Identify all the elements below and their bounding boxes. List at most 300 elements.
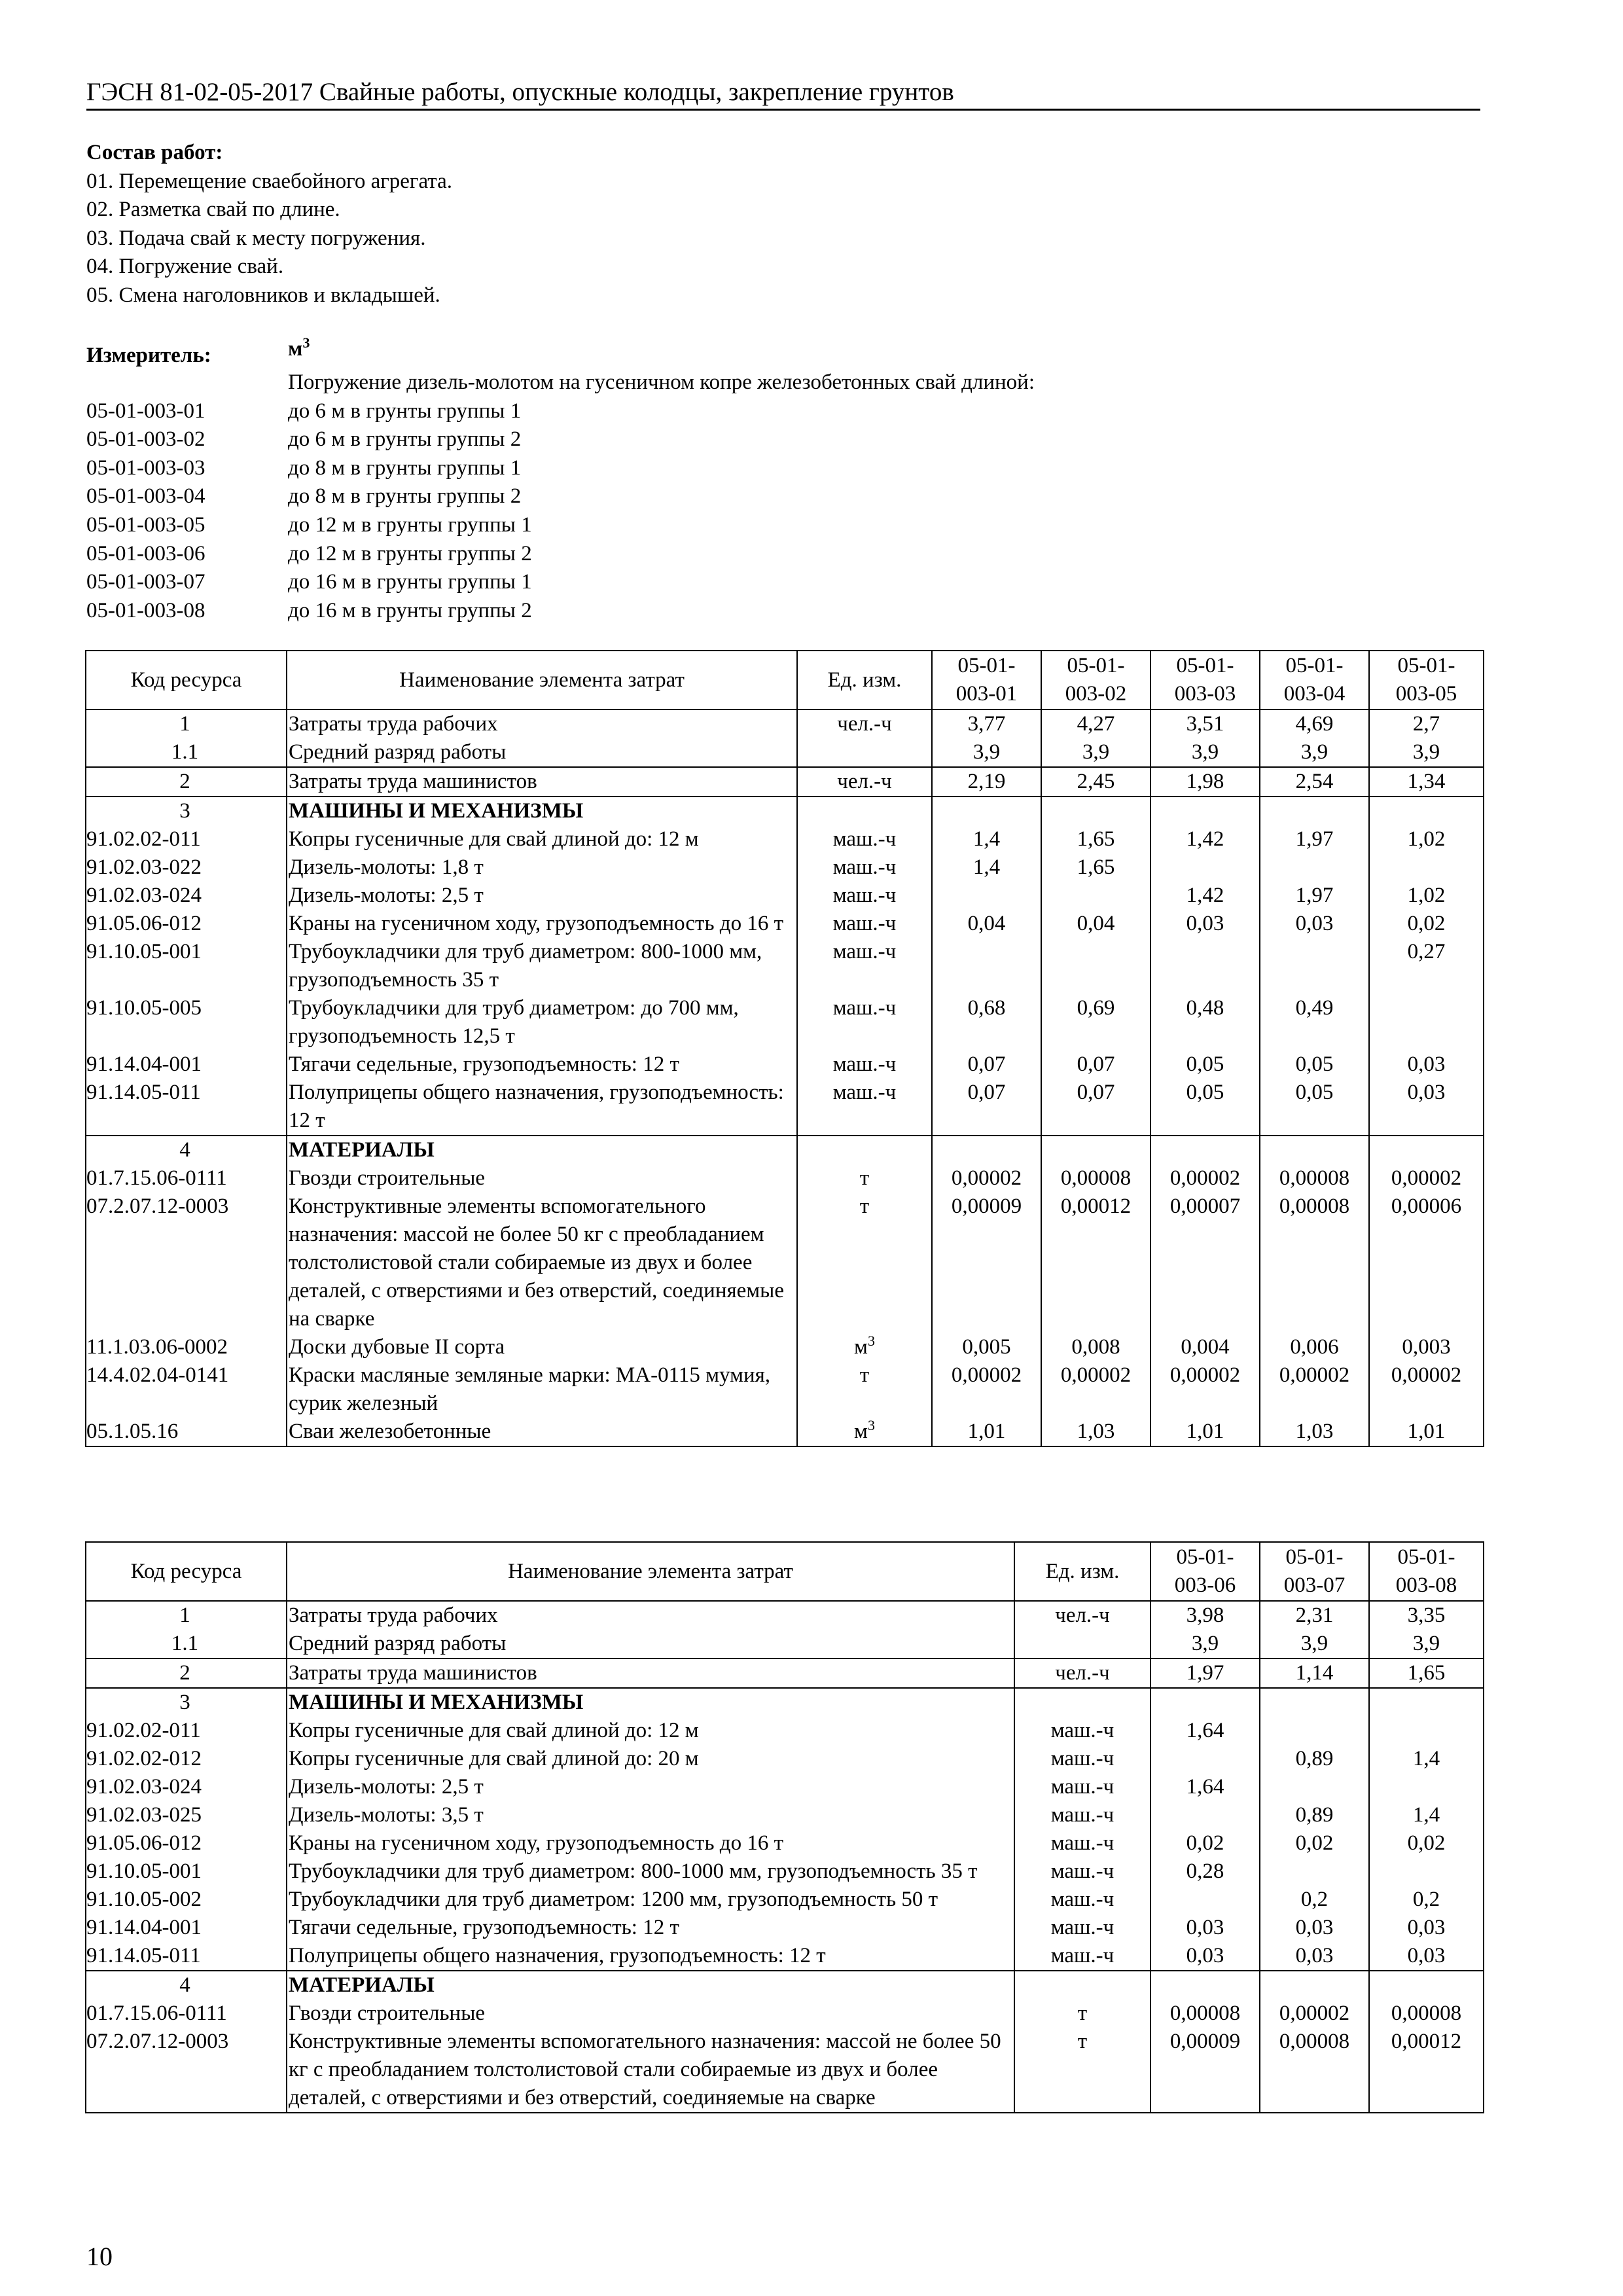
norm-description: до 12 м в грунты группы 2 [288, 541, 532, 565]
resource-code: 91.02.02-011 [86, 825, 287, 853]
norm-value: 1,97 [1150, 1659, 1260, 1688]
resource-code: 4 [86, 1971, 287, 2000]
resource-name: Трубоукладчики для труб диаметром: 1200 мм, грузоподъемность 50 т [287, 1886, 1014, 1914]
running-title: ГЭСН 81-02-05-2017 Свайные работы, опускные колодцы, закрепление грунтов [86, 77, 1480, 111]
norm-value: 0,008 [1041, 1333, 1150, 1361]
table-header-row [86, 1542, 1484, 1601]
norm-value: 1,02 [1369, 825, 1484, 853]
norm-value [1260, 1136, 1369, 1164]
norm-value: 0,00002 [1369, 1361, 1484, 1418]
resource-unit: маш.-ч [797, 1050, 932, 1079]
table-row [86, 1193, 1484, 1333]
resource-unit: маш.-ч [797, 938, 932, 994]
table-row [86, 1136, 1484, 1164]
norm-value: 0,03 [1150, 1914, 1260, 1942]
norm-value: 1,4 [1369, 1745, 1484, 1773]
table-row [86, 1942, 1484, 1971]
norm-value: 0,05 [1150, 1050, 1260, 1079]
table-row [86, 1079, 1484, 1136]
resource-unit: маш.-ч [1014, 1801, 1150, 1829]
norm-value [1369, 994, 1484, 1050]
resource-code: 05.1.05.16 [86, 1418, 287, 1446]
resource-name: МАТЕРИАЛЫ [287, 1971, 1014, 2000]
norm-descriptions [288, 368, 1035, 625]
norm-value: 0,07 [1041, 1050, 1150, 1079]
header-code: Код ресурса [86, 1542, 287, 1601]
norm-value [1260, 938, 1369, 994]
table-row [86, 1914, 1484, 1942]
norm-value: 0,05 [1260, 1079, 1369, 1136]
resource-unit: маш.-ч [797, 994, 932, 1050]
norm-value: 0,00012 [1041, 1193, 1150, 1333]
resource-name: Конструктивные элементы вспомогательного назначения: массой не более 50 кг с преобладанием толстолистовой стали собираемые из двух и более деталей, с отверстиями и без отверстий, соединяемые на сварке [287, 2028, 1014, 2113]
norm-value: 0,03 [1260, 910, 1369, 938]
norm-code: 05-01-003-03 [86, 456, 205, 480]
norm-value: 1,42 [1150, 882, 1260, 910]
table-row [86, 2000, 1484, 2028]
resource-unit: $м^3$ [797, 1333, 932, 1361]
composition-item: 01. Перемещение сваебойного агрегата. [86, 169, 452, 193]
resource-name: Гвозди строительные [287, 2000, 1014, 2028]
resource-unit: чел.-ч [1014, 1601, 1150, 1630]
resource-name: Средний разряд работы [287, 738, 797, 767]
norm-value: 3,9 [1041, 738, 1150, 767]
resource-code: 3 [86, 797, 287, 825]
norm-value [1041, 797, 1150, 825]
norm-value: 2,7 [1369, 709, 1484, 738]
resource-name: Трубоукладчики для труб диаметром: 800-1000 мм, грузоподъемность 35 т [287, 1857, 1014, 1886]
norm-value: 0,03 [1150, 1942, 1260, 1971]
norm-value: 3,51 [1150, 709, 1260, 738]
norm-value [1150, 1136, 1260, 1164]
norm-value [1041, 1136, 1150, 1164]
resource-unit [1014, 1630, 1150, 1659]
norm-value: 4,69 [1260, 709, 1369, 738]
norm-value [1041, 938, 1150, 994]
resource-name: Доски дубовые II сорта [287, 1333, 797, 1361]
resource-code: 2 [86, 767, 287, 797]
resource-code: 91.02.03-024 [86, 882, 287, 910]
norm-value: 0,00002 [1041, 1361, 1150, 1418]
resource-unit: маш.-ч [797, 853, 932, 882]
table-row [86, 1688, 1484, 1717]
norm-code: 05-01-003-07 [86, 570, 205, 594]
resource-unit: маш.-ч [1014, 1942, 1150, 1971]
norm-value [1369, 853, 1484, 882]
norm-value: 0,03 [1369, 1079, 1484, 1136]
norm-code: 05-01-003-06 [86, 541, 205, 565]
resource-name: Трубоукладчики для труб диаметром: до 700 мм, грузоподъемность 12,5 т [287, 994, 797, 1050]
resource-code: 91.10.05-002 [86, 1886, 287, 1914]
resource-name: Полуприцепы общего назначения, грузоподъемность: 12 т [287, 1079, 797, 1136]
resource-name: Краны на гусеничном ходу, грузоподъемность до 16 т [287, 1829, 1014, 1857]
resource-code: 1.1 [86, 1630, 287, 1659]
composition-heading: Состав работ: [86, 141, 223, 164]
header-unit: Ед. изм. [797, 651, 932, 709]
norm-value [1041, 882, 1150, 910]
norm-value: 2,54 [1260, 767, 1369, 797]
norm-value: 0,00002 [1150, 1361, 1260, 1418]
norm-value: 0,02 [1150, 1829, 1260, 1857]
norm-value: 0,00012 [1369, 2028, 1484, 2113]
norm-code: 05-01-003-04 [86, 484, 205, 509]
resource-name: Копры гусеничные для свай длиной до: 20 м [287, 1745, 1014, 1773]
resource-code: 91.10.05-001 [86, 938, 287, 994]
resource-code: 1 [86, 709, 287, 738]
resource-unit [797, 797, 932, 825]
composition-item: 04. Погружение свай. [86, 255, 284, 279]
header-norm-col: 05-01- 003-01 [932, 651, 1041, 709]
header-name: Наименование элемента затрат [287, 1542, 1014, 1601]
resource-code: 07.2.07.12-0003 [86, 1193, 287, 1333]
resource-code: 01.7.15.06-0111 [86, 1164, 287, 1193]
resource-code: 91.02.03-024 [86, 1773, 287, 1801]
resource-name: Тягачи седельные, грузоподъемность: 12 т [287, 1050, 797, 1079]
norm-value: 0,02 [1369, 1829, 1484, 1857]
table-row [86, 1659, 1484, 1688]
norm-value [1260, 1773, 1369, 1801]
norm-value [1369, 1971, 1484, 2000]
resource-name: Затраты труда рабочих [287, 1601, 1014, 1630]
norm-value: 2,19 [932, 767, 1041, 797]
resource-code: 3 [86, 1688, 287, 1717]
norm-value: 0,05 [1260, 1050, 1369, 1079]
norm-value: 1,65 [1041, 853, 1150, 882]
norm-value [1150, 797, 1260, 825]
resource-unit [1014, 1971, 1150, 2000]
norm-codes [86, 368, 205, 625]
measurer-label: Измеритель: [86, 344, 211, 367]
resource-name: Тягачи седельные, грузоподъемность: 12 т [287, 1914, 1014, 1942]
norm-value: 0,003 [1369, 1333, 1484, 1361]
norm-value [932, 797, 1041, 825]
header-code: Код ресурса [86, 651, 287, 709]
norm-value: 0,05 [1150, 1079, 1260, 1136]
norm-value: 1,65 [1369, 1659, 1484, 1688]
norm-value: 3,9 [1260, 738, 1369, 767]
norm-value: 0,00002 [1369, 1164, 1484, 1193]
table-row [86, 1971, 1484, 2000]
resource-name: Конструктивные элементы вспомогательного назначения: массой не более 50 кг с преобладанием толстолистовой стали собираемые из двух и более деталей, с отверстиями и без отверстий, соединяемые на сварке [287, 1193, 797, 1333]
resource-name: МАТЕРИАЛЫ [287, 1136, 797, 1164]
table-row [86, 1745, 1484, 1773]
resource-unit: т [797, 1164, 932, 1193]
resource-unit: маш.-ч [1014, 1829, 1150, 1857]
resource-name: Полуприцепы общего назначения, грузоподъемность: 12 т [287, 1942, 1014, 1971]
resource-code: 91.05.06-012 [86, 1829, 287, 1857]
norm-value: 1,64 [1150, 1717, 1260, 1745]
norm-description: до 12 м в грунты группы 1 [288, 512, 532, 537]
norm-value: 1,01 [932, 1418, 1041, 1446]
norm-value: 0,49 [1260, 994, 1369, 1050]
norm-value [1150, 1688, 1260, 1717]
resource-unit: маш.-ч [1014, 1914, 1150, 1942]
norm-value [1260, 1971, 1369, 2000]
norm-value [932, 938, 1041, 994]
table-row [86, 1164, 1484, 1193]
resource-code: 91.10.05-001 [86, 1857, 287, 1886]
resource-code: 91.02.02-012 [86, 1745, 287, 1773]
norm-value: 0,2 [1369, 1886, 1484, 1914]
header-norm-col: 05-01- 003-08 [1369, 1542, 1484, 1601]
norm-value: 1,98 [1150, 767, 1260, 797]
resource-name: Трубоукладчики для труб диаметром: 800-1000 мм, грузоподъемность 35 т [287, 938, 797, 994]
resource-code: 14.4.02.04-0141 [86, 1361, 287, 1418]
table-row [86, 910, 1484, 938]
resource-unit: $м^3$ [797, 1418, 932, 1446]
norm-value: 0,03 [1369, 1914, 1484, 1942]
resource-unit: т [797, 1361, 932, 1418]
table-row [86, 1886, 1484, 1914]
norm-value [1150, 1886, 1260, 1914]
norm-intro: Погружение дизель-молотом на гусеничном копре железобетонных свай длиной: [288, 370, 1035, 394]
header-norm-col: 05-01- 003-04 [1260, 651, 1369, 709]
resource-unit: маш.-ч [1014, 1745, 1150, 1773]
table-row [86, 1333, 1484, 1361]
resource-unit: маш.-ч [1014, 1857, 1150, 1886]
composition-item: 03. Подача свай к месту погружения. [86, 226, 426, 250]
page-number: 10 [86, 2242, 113, 2271]
norm-value: 0,02 [1260, 1829, 1369, 1857]
norm-value: 1,01 [1150, 1418, 1260, 1446]
norm-value: 0,00007 [1150, 1193, 1260, 1333]
norm-value: 0,03 [1150, 910, 1260, 938]
table-row [86, 738, 1484, 767]
norm-code: 05-01-003-01 [86, 399, 205, 423]
resource-name: Затраты труда машинистов [287, 767, 797, 797]
norm-value [1369, 1717, 1484, 1745]
resource-code: 91.02.03-025 [86, 1801, 287, 1829]
table-header-row [86, 651, 1484, 709]
table-row [86, 1717, 1484, 1745]
table-row [86, 1630, 1484, 1659]
norm-value: 2,45 [1041, 767, 1150, 797]
resource-code: 91.14.04-001 [86, 1914, 287, 1942]
norm-value: 0,00002 [1150, 1164, 1260, 1193]
norm-value: 0,69 [1041, 994, 1150, 1050]
norm-value: 1,03 [1260, 1418, 1369, 1446]
norm-description: до 8 м в грунты группы 2 [288, 484, 522, 509]
norm-description: до 6 м в грунты группы 2 [288, 427, 522, 452]
table-row [86, 767, 1484, 797]
norm-value [932, 1136, 1041, 1164]
norm-value: 1,64 [1150, 1773, 1260, 1801]
norm-value: 0,03 [1369, 1050, 1484, 1079]
resource-unit: маш.-ч [797, 882, 932, 910]
resource-table-2 [85, 1541, 1484, 2113]
measurer-unit: $м^3$ [288, 334, 310, 361]
resource-unit: т [1014, 2000, 1150, 2028]
header-name: Наименование элемента затрат [287, 651, 797, 709]
resource-unit [797, 1136, 932, 1164]
norm-value: 1,01 [1369, 1418, 1484, 1446]
norm-value: 3,77 [932, 709, 1041, 738]
norm-value: 0,03 [1260, 1942, 1369, 1971]
header-norm-col: 05-01- 003-05 [1369, 651, 1484, 709]
norm-value: 1,42 [1150, 825, 1260, 853]
norm-value: 2,31 [1260, 1601, 1369, 1630]
table-row [86, 938, 1484, 994]
norm-value: 0,03 [1369, 1942, 1484, 1971]
resource-code: 91.02.02-011 [86, 1717, 287, 1745]
norm-value: 0,00009 [932, 1193, 1041, 1333]
norm-value [1150, 1971, 1260, 2000]
norm-value: 0,00008 [1041, 1164, 1150, 1193]
norm-value: 0,04 [1041, 910, 1150, 938]
header-norm-col: 05-01- 003-02 [1041, 651, 1150, 709]
resource-code: 2 [86, 1659, 287, 1688]
norm-value: 0,2 [1260, 1886, 1369, 1914]
norm-value: 0,00008 [1260, 1164, 1369, 1193]
table-row [86, 825, 1484, 853]
norm-value [1369, 1773, 1484, 1801]
table-row [86, 853, 1484, 882]
table-row [86, 882, 1484, 910]
norm-value: 0,68 [932, 994, 1041, 1050]
resource-name: Затраты труда рабочих [287, 709, 797, 738]
resource-code: 1.1 [86, 738, 287, 767]
composition-item: 02. Разметка свай по длине. [86, 198, 340, 222]
resource-table-1 [85, 650, 1484, 1447]
norm-value: 0,27 [1369, 938, 1484, 994]
table-row [86, 1418, 1484, 1446]
resource-unit [797, 738, 932, 767]
norm-value: 1,97 [1260, 825, 1369, 853]
norm-value [1369, 1688, 1484, 1717]
norm-value: 1,65 [1041, 825, 1150, 853]
norm-value [1369, 797, 1484, 825]
norm-value: 0,00008 [1369, 2000, 1484, 2028]
norm-value [1150, 1801, 1260, 1829]
resource-name: Затраты труда машинистов [287, 1659, 1014, 1688]
norm-value: 1,4 [932, 825, 1041, 853]
norm-value: 1,03 [1041, 1418, 1150, 1446]
norm-value: 1,4 [932, 853, 1041, 882]
resource-code: 4 [86, 1136, 287, 1164]
norm-value [1260, 1688, 1369, 1717]
norm-description: до 6 м в грунты группы 1 [288, 399, 522, 423]
header-norm-col: 05-01- 003-06 [1150, 1542, 1260, 1601]
table-row [86, 709, 1484, 738]
resource-unit: т [797, 1193, 932, 1333]
resource-name: Дизель-молоты: 3,5 т [287, 1801, 1014, 1829]
resource-name: Средний разряд работы [287, 1630, 1014, 1659]
table-row [86, 994, 1484, 1050]
norm-value: 0,03 [1260, 1914, 1369, 1942]
norm-value: 3,9 [1150, 738, 1260, 767]
table-row [86, 1829, 1484, 1857]
header-unit: Ед. изм. [1014, 1542, 1150, 1601]
table-row [86, 1857, 1484, 1886]
norm-value: 0,07 [932, 1050, 1041, 1079]
norm-description: до 16 м в грунты группы 2 [288, 598, 532, 622]
norm-value: 1,4 [1369, 1801, 1484, 1829]
resource-unit: маш.-ч [1014, 1717, 1150, 1745]
resource-unit [1014, 1688, 1150, 1717]
norm-value [1260, 1857, 1369, 1886]
table-row [86, 1773, 1484, 1801]
norm-value [1369, 1857, 1484, 1886]
resource-unit: маш.-ч [797, 910, 932, 938]
norm-code: 05-01-003-08 [86, 598, 205, 622]
norm-value: 0,00002 [1260, 1361, 1369, 1418]
norm-value: 0,07 [932, 1079, 1041, 1136]
norm-value: 0,00008 [1260, 1193, 1369, 1333]
norm-value: 0,005 [932, 1333, 1041, 1361]
resource-unit: чел.-ч [797, 767, 932, 797]
resource-unit: маш.-ч [797, 1079, 932, 1136]
norm-value: 0,006 [1260, 1333, 1369, 1361]
norm-value: 0,07 [1041, 1079, 1150, 1136]
header-norm-col: 05-01- 003-03 [1150, 651, 1260, 709]
norm-value [1150, 1745, 1260, 1773]
resource-code: 91.02.03-022 [86, 853, 287, 882]
norm-value [1260, 853, 1369, 882]
composition-item: 05. Смена наголовников и вкладышей. [86, 283, 440, 307]
resource-code: 91.14.05-011 [86, 1079, 287, 1136]
norm-value [932, 882, 1041, 910]
norm-value [1260, 1717, 1369, 1745]
resource-unit: чел.-ч [1014, 1659, 1150, 1688]
resource-code: 91.10.05-005 [86, 994, 287, 1050]
norm-value [1150, 853, 1260, 882]
resource-code: 91.14.05-011 [86, 1942, 287, 1971]
table-row [86, 1050, 1484, 1079]
table-row [86, 1601, 1484, 1630]
resource-name: Дизель-молоты: 2,5 т [287, 1773, 1014, 1801]
norm-value: 0,04 [932, 910, 1041, 938]
norm-value [1260, 797, 1369, 825]
resource-name: МАШИНЫ И МЕХАНИЗМЫ [287, 797, 797, 825]
header-norm-col: 05-01- 003-07 [1260, 1542, 1369, 1601]
resource-name: Копры гусеничные для свай длиной до: 12 м [287, 1717, 1014, 1745]
resource-name: Дизель-молоты: 2,5 т [287, 882, 797, 910]
resource-code: 01.7.15.06-0111 [86, 2000, 287, 2028]
norm-code: 05-01-003-02 [86, 427, 205, 452]
resource-code: 1 [86, 1601, 287, 1630]
norm-value: 3,35 [1369, 1601, 1484, 1630]
norm-value: 0,28 [1150, 1857, 1260, 1886]
norm-value: 0,00006 [1369, 1193, 1484, 1333]
resource-unit: т [1014, 2028, 1150, 2113]
resource-code: 07.2.07.12-0003 [86, 2028, 287, 2113]
resource-name: Сваи железобетонные [287, 1418, 797, 1446]
resource-code: 91.14.04-001 [86, 1050, 287, 1079]
norm-value: 0,00008 [1260, 2028, 1369, 2113]
norm-value: 1,34 [1369, 767, 1484, 797]
norm-value: 0,48 [1150, 994, 1260, 1050]
norm-value: 1,97 [1260, 882, 1369, 910]
norm-code: 05-01-003-05 [86, 512, 205, 537]
norm-value: 0,00002 [932, 1164, 1041, 1193]
norm-value [1150, 938, 1260, 994]
resource-name: Краски масляные земляные марки: МА-0115 мумия, сурик железный [287, 1361, 797, 1418]
norm-value: 3,9 [1150, 1630, 1260, 1659]
norm-value: 4,27 [1041, 709, 1150, 738]
norm-value: 3,9 [1260, 1630, 1369, 1659]
resource-name: Краны на гусеничном ходу, грузоподъемность до 16 т [287, 910, 797, 938]
norm-value [1369, 1136, 1484, 1164]
norm-value: 0,02 [1369, 910, 1484, 938]
table-row [86, 797, 1484, 825]
norm-value: 0,00002 [1260, 2000, 1369, 2028]
composition-of-work [86, 139, 452, 310]
norm-value: 0,89 [1260, 1801, 1369, 1829]
table-row [86, 2028, 1484, 2113]
norm-value: 3,9 [932, 738, 1041, 767]
resource-unit: маш.-ч [797, 825, 932, 853]
resource-unit: маш.-ч [1014, 1773, 1150, 1801]
